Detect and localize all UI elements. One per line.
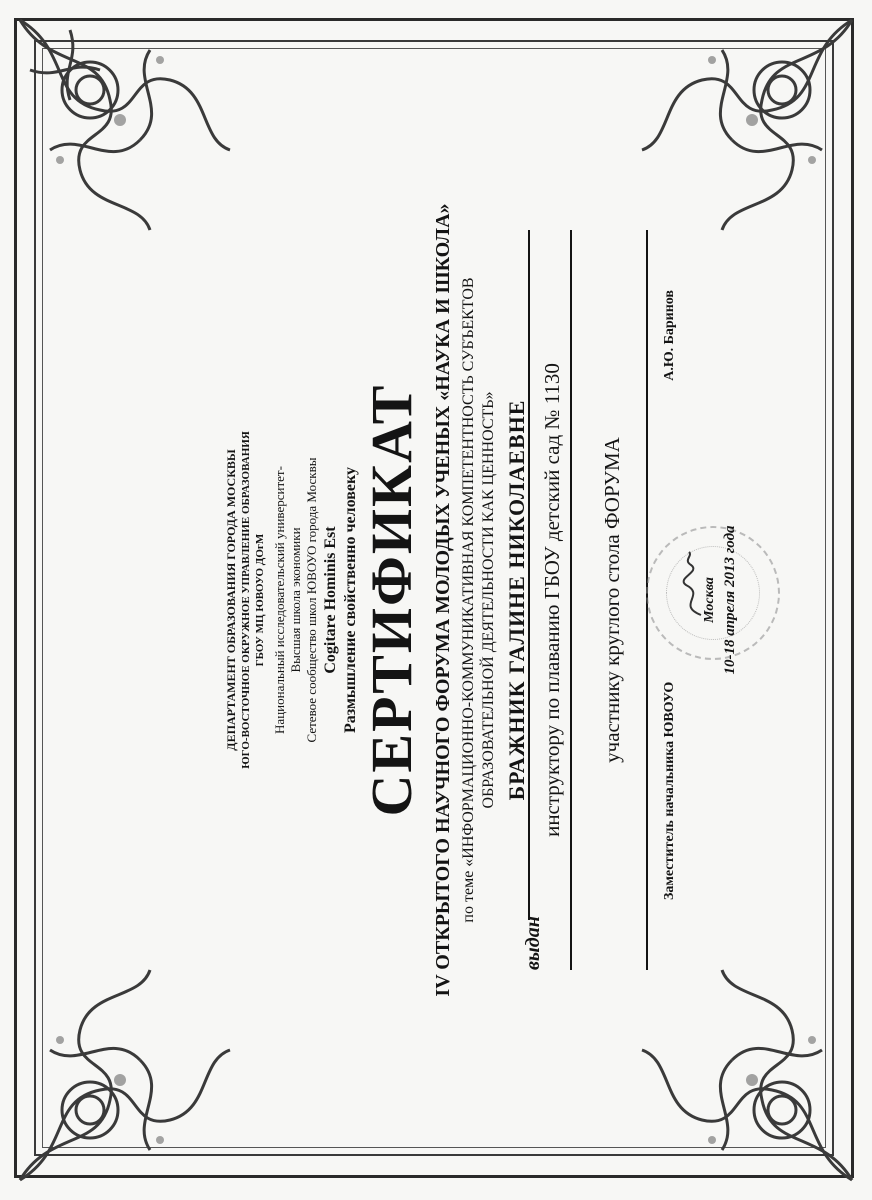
issued-underline: [528, 230, 530, 920]
issued-label: выдан: [522, 916, 544, 970]
event-dates: 10-18 апреля 2013 года: [722, 525, 738, 675]
certificate-title: СЕРТИФИКАТ: [359, 383, 424, 817]
signer-name: А.Ю. Баринов: [662, 290, 677, 381]
participation-text: участнику круглого стола ФОРУМА: [600, 437, 624, 763]
recipient-name: БРАЖНИК ГАЛИНЕ НИКОЛАЕВНЕ: [504, 399, 529, 801]
network-line: Сетевое сообщество школ ЮВОУО города Москвы: [304, 457, 319, 743]
recipient-position: инструктору по плаванию ГБОУ детский сад № 1130: [540, 363, 564, 837]
certificate-content: [86, 80, 786, 1120]
department-line-1: ДЕПАРТАМЕНТ ОБРАЗОВАНИЯ ГОРОДА МОСКВЫ: [224, 449, 238, 751]
motto-russian: Размышление свойственно человеку: [342, 467, 359, 733]
department-line-3: ГБОУ МЦ ЮВОУО ДОгМ: [254, 533, 266, 667]
university-line-2: Высшая школа экономики: [288, 527, 303, 673]
theme-line-1: по теме «ИНФОРМАЦИОННО-КОММУНИКАТИВНАЯ КОМПЕТЕНТНОСТЬ СУБЪЕКТОВ: [460, 277, 477, 923]
position-underline: [570, 230, 572, 970]
city: Москва: [702, 577, 717, 623]
theme-line-2: ОБРАЗОВАТЕЛЬНОЙ ДЕЯТЕЛЬНОСТИ КАК ЦЕННОСТЬ»: [480, 391, 497, 809]
department-line-2: ЮГО-ВОСТОЧНОЕ ОКРУЖНОЕ УПРАВЛЕНИЕ ОБРАЗОВАНИЯ: [240, 431, 252, 769]
forum-title: IV ОТКРЫТОГО НАУЧНОГО ФОРУМА МОЛОДЫХ УЧЕНЫХ «НАУКА И ШКОЛА»: [432, 203, 454, 997]
university-line-1: Национальный исследовательский университет-: [272, 466, 287, 734]
signer-title: Заместитель начальника ЮВОУО: [662, 681, 677, 900]
motto-latin: Cogitare Hominis Est: [322, 526, 339, 674]
